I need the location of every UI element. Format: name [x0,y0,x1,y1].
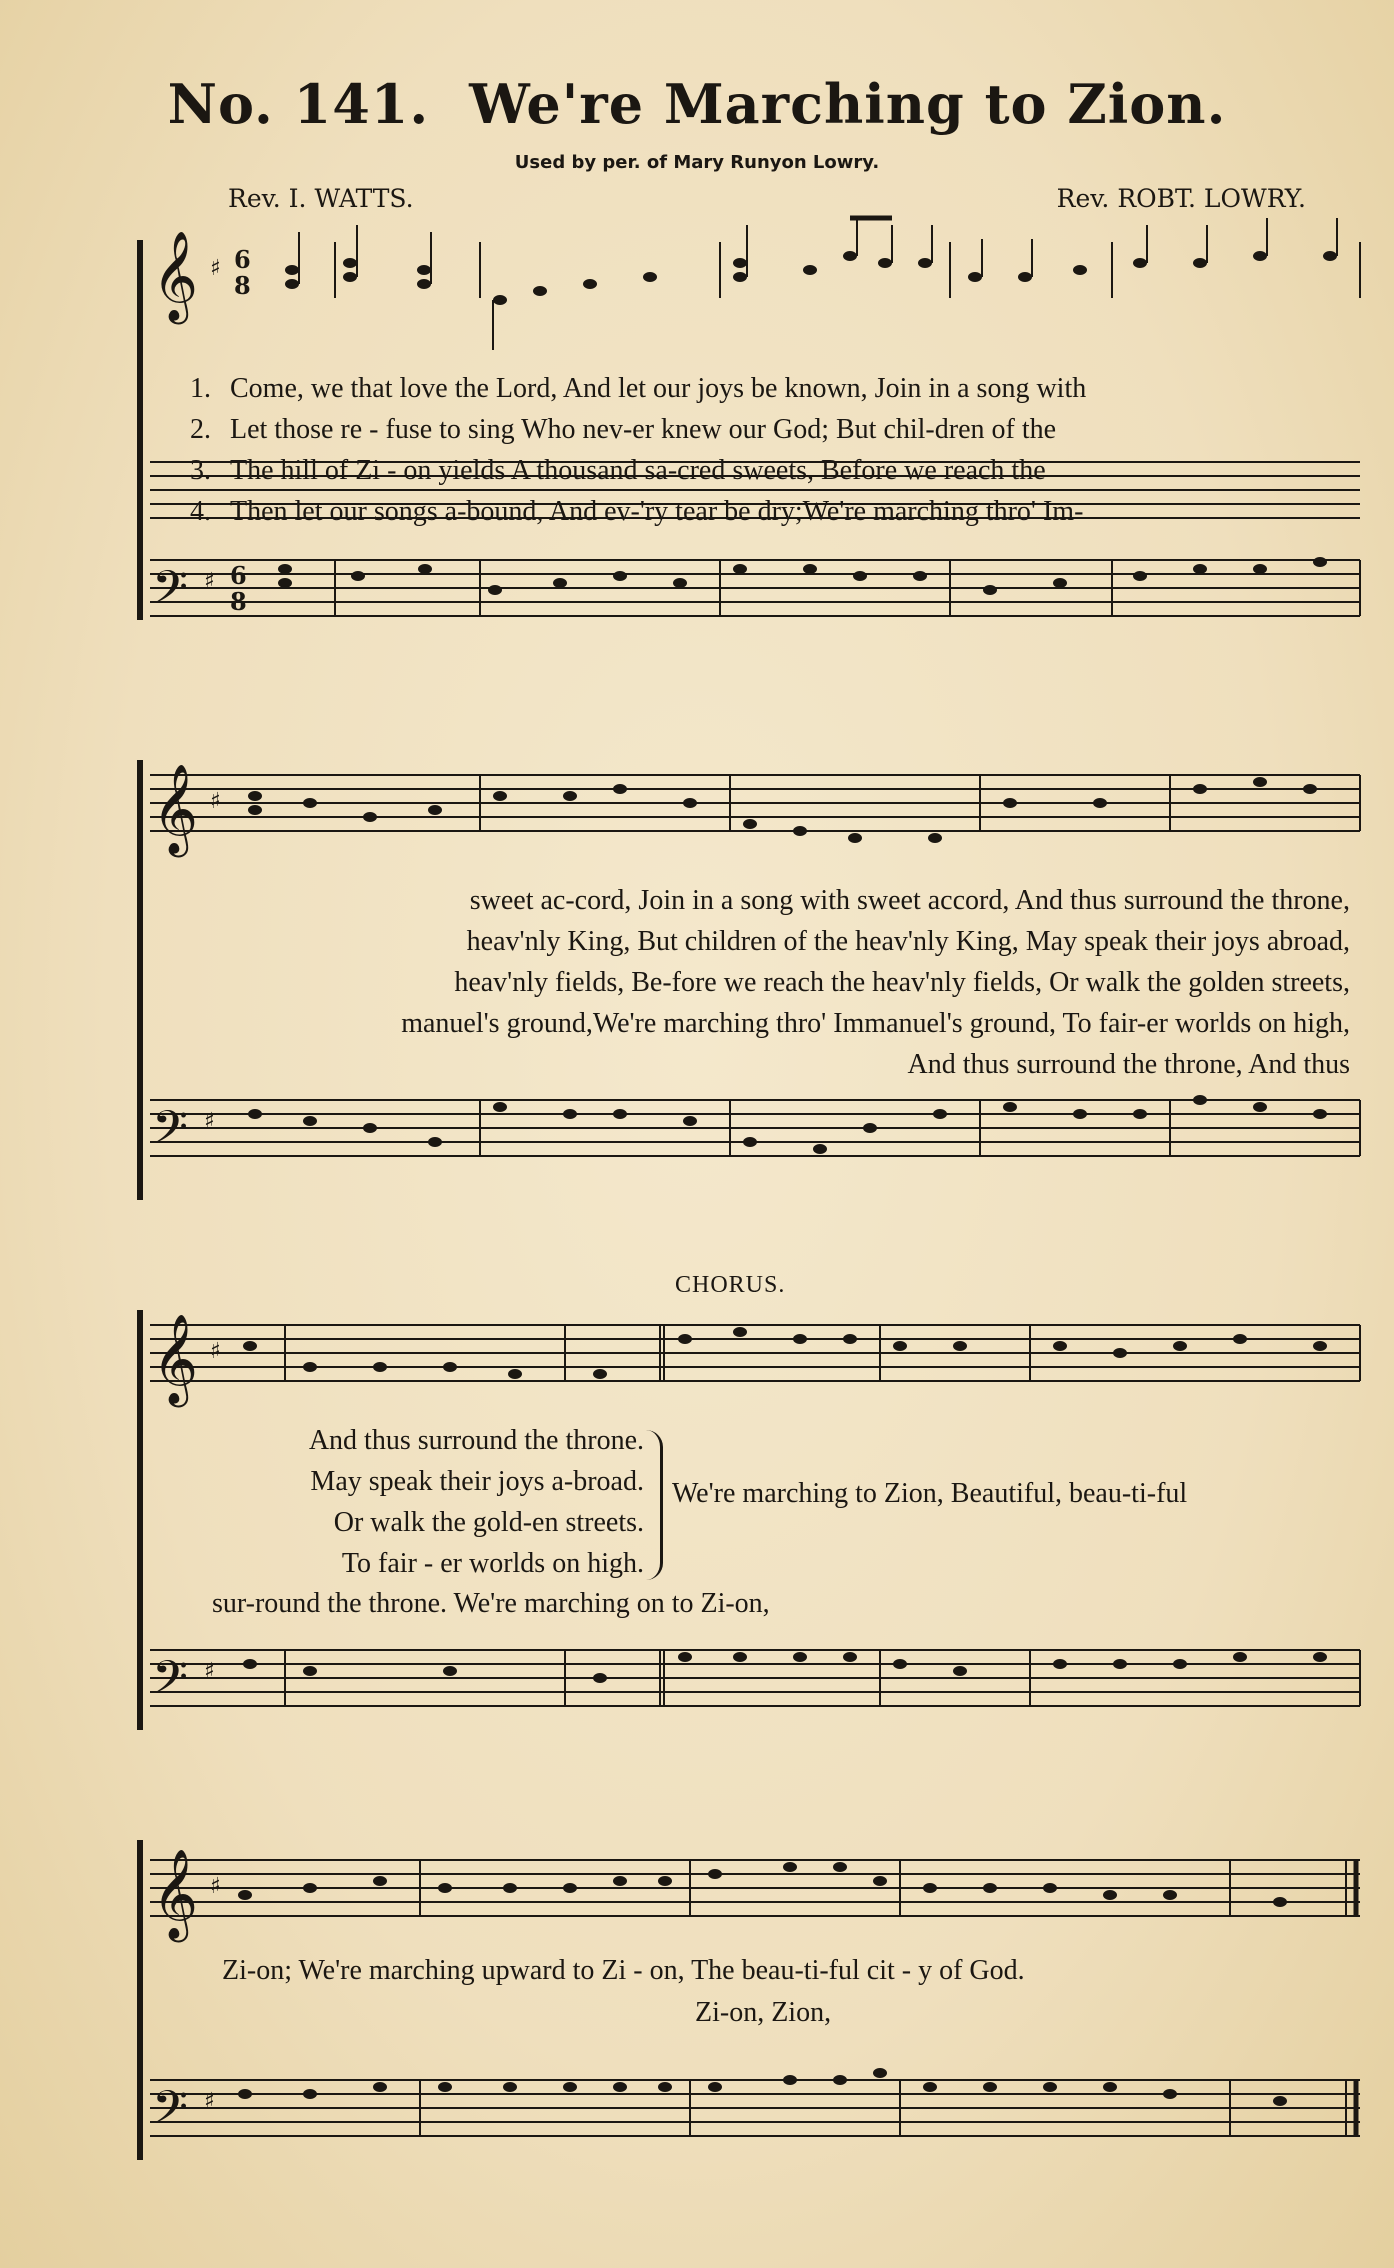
verse-line-4: 4. Then let our songs a-bound, And ev-'ry tear be dry;We're marching thro' Im- [190,496,1084,527]
svg-text:6: 6 [230,561,247,590]
verse-line-1: sweet ac-cord, Join in a song with sweet accord, And thus surround the throne, [469,885,1350,916]
svg-text:𝄢: 𝄢 [152,2081,189,2146]
hymn-name: We're Marching to Zion. [469,72,1227,136]
svg-text:♯: ♯ [210,1339,221,1364]
svg-text:♯: ♯ [210,789,221,814]
verse-line-2: 2. Let those re - fuse to sing Who nev-er knew our God; But chil-dren of the [190,414,1057,445]
permission-note: Used by per. of Mary Runyon Lowry. [514,152,880,173]
verse-line-1: 1. Come, we that love the Lord, And let our joys be known, Join in a song with [190,373,1087,404]
svg-text:𝄞: 𝄞 [152,1314,199,1404]
svg-text:6: 6 [234,245,251,274]
svg-text:𝄢: 𝄢 [152,1651,189,1716]
chorus-label: CHORUS. [675,1272,786,1298]
verse-line-4: manuel's ground,We're marching thro' Immanuel's ground, To fair-er worlds on high, [401,1008,1350,1039]
chorus-line: We're marching to Zion, Beautiful, beau-ti-ful [672,1478,1188,1509]
verse-line-3: heav'nly fields, Be-fore we reach the heav'nly fields, Or walk the golden streets, [454,967,1350,998]
bass-lyric-line: sur-round the throne. We're marching on to Zi-on, [212,1588,770,1619]
svg-text:♯: ♯ [204,1109,215,1134]
verse-line-3: Or walk the gold-en streets. [333,1507,644,1538]
verse-line-4: To fair - er worlds on high. [341,1548,644,1579]
composer-credit: Rev. ROBT. LOWRY. [1056,184,1306,213]
verse-line-3: 3. The hill of Zi - on yields A thousand sa-cred sweets, Before we reach the [190,455,1046,486]
svg-text:𝄢: 𝄢 [152,561,189,626]
svg-text:8: 8 [230,587,247,616]
svg-text:𝄞: 𝄞 [152,1849,199,1939]
svg-text:♯: ♯ [210,1874,221,1899]
svg-text:♯: ♯ [204,1659,215,1684]
svg-text:𝄢: 𝄢 [152,1101,189,1166]
svg-text:𝄞: 𝄞 [152,231,199,321]
svg-text:𝄞: 𝄞 [152,764,199,854]
verse-line-1: And thus surround the throne. [308,1425,644,1456]
verse-line-2: May speak their joys a-broad. [310,1466,644,1497]
final-line: Zi-on; We're marching upward to Zi - on, The beau-ti-ful cit - y of God. [222,1955,1025,1986]
bass-lyric-line-final: Zi-on, Zion, [695,1997,832,2028]
lyricist-credit: Rev. I. WATTS. [228,184,414,213]
svg-text:♯: ♯ [210,256,221,281]
system-2-verses [150,880,1350,1085]
svg-text:♯: ♯ [204,569,215,594]
alto-line: And thus surround the throne, And thus [907,1049,1350,1080]
verse-brace [646,1430,663,1580]
svg-text:♯: ♯ [204,2089,215,2114]
hymn-number: No. 141. [167,72,430,136]
svg-text:8: 8 [234,271,251,300]
system-1-verses [190,368,1086,532]
system-3-verses [192,1420,644,1584]
verse-line-2: heav'nly King, But children of the heav'nly King, May speak their joys abroad, [466,926,1350,957]
